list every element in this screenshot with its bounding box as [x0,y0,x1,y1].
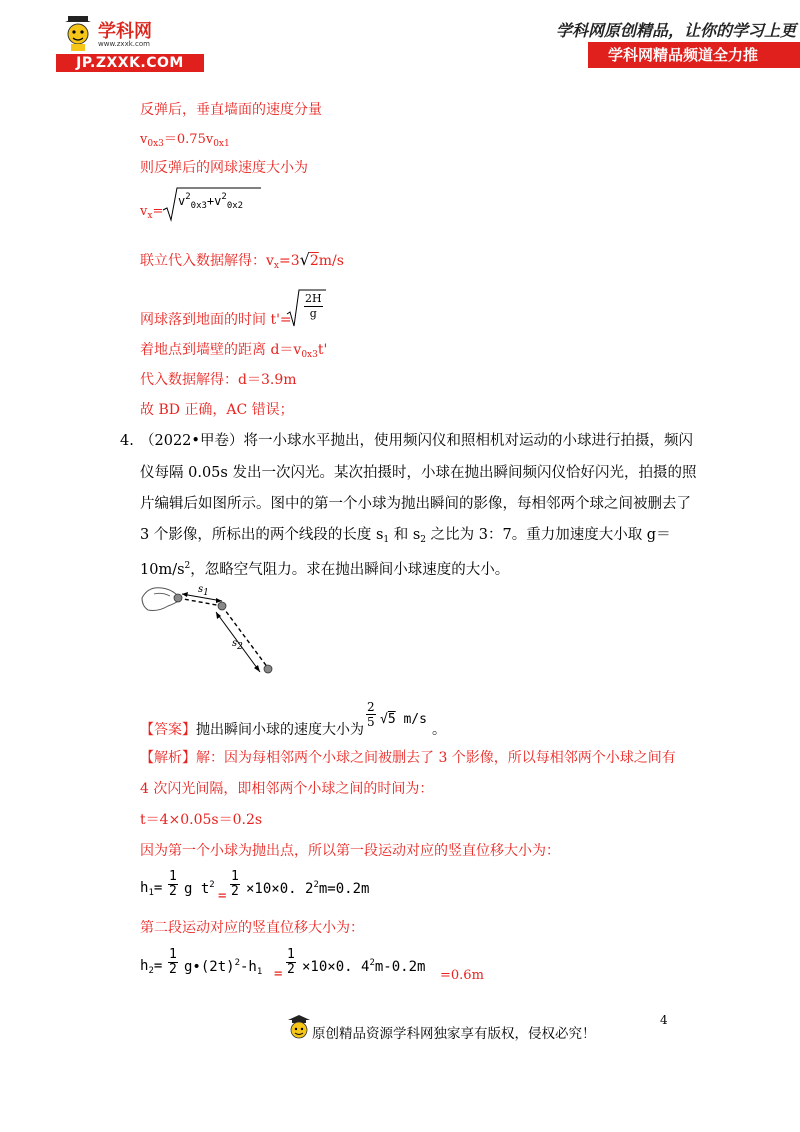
header-channel-banner: 学科网精品频道全力推 [588,42,800,68]
answer-line: 【答案】抛出瞬间小球的速度大小为 $\frac{2}{5}$ √5 m/s 。 [140,700,446,738]
analysis-line-2: 4 次闪光间隔，即相邻两个小球之间的时间为： [140,781,434,797]
solution-equation-vx: $v_x=$ $v^2_{0x3}+v^2_{0x2}$ [140,186,340,222]
solution-line-2: $v_{0x3}=0.75v_{0x1}$ [140,132,230,149]
equation-h1: $h_1=$ $\frac{1}{2}$ g $t^2$ = $\frac{1}{2}$ ×10×0. $2^2m=0.2m$ [140,869,370,904]
question-line-2: 仪每隔 0.05s 发出一次闪光。某次拍摄时，小球在抛出瞬间频闪仪恰好闪光，拍摄的照 [140,465,697,481]
figure-label-s1: $s_1$ [198,584,209,598]
solution-line-7: 着地点到墙壁的距离 $d=v_{0x3}t'$ [140,342,328,360]
figure-label-s2: $s_2$ [232,638,243,652]
header-slogan: 学科网原创精品，让你的学习上更 [556,21,797,40]
logo-url: www.zxxk.com [98,40,150,48]
analysis-line-4: 因为第一个小球为抛出点，所以第一段运动对应的竖直位移大小为： [140,843,560,859]
footer-mascot-icon [286,1014,312,1044]
logo-mascot-icon [62,14,94,52]
footer-copyright: 原创精品资源学科网独家享有版权，侵权必究！ [312,1026,596,1042]
solution-line-9: 故 BD 正确，AC 错误； [140,402,294,418]
projectile-figure [140,582,280,692]
solution-line-3: 则反弹后的网球速度大小为 [140,160,308,176]
question-line-1: （2022•甲卷）将一小球水平抛出，使用频闪仪和照相机对运动的小球进行拍摄，频闪 [140,433,693,449]
ball-3 [264,665,272,673]
solution-line-8: 代入数据解得：d＝3.9m [140,372,297,388]
analysis-line-1: 【解析】解：因为每相邻两个小球之间被删去了 3 个影像，所以每相邻两个小球之间有 [140,750,676,766]
logo-name: 学科网 [98,21,152,42]
analysis-line-5: 第二段运动对应的竖直位移大小为： [140,920,364,936]
equation-h2: $h_2=$ $\frac{1}{2}$ $g•(2t)^2-h_1$ = $\frac{1}{2}$ ×10×0. $4^2m-0.2m$ =0.6m [140,947,484,983]
ball-1 [174,594,182,602]
logo-band: JP.ZXXK.COM [56,54,204,72]
solution-line-1: 反弹后，垂直墙面的速度分量 [140,102,322,118]
page-number: 4 [660,1013,668,1027]
solution-line-5: 联立代入数据解得：$v_x=3√2m/s$ [140,250,344,271]
analysis-line-3: t＝4×0.05s＝0.2s [140,812,263,828]
ball-2 [218,602,226,610]
question-number: 4. [120,433,134,449]
question-line-4: 3 个影像，所标出的两个线段的长度 $s_1$ 和 $s_2$ 之比为 3：7。重力加速度大小取 g＝ [140,527,671,545]
solution-line-6: 网球落到地面的时间 t'= $\frac{2H}{g}$ [140,288,360,328]
question-line-3: 片编辑后如图所示。图中的第一个小球为抛出瞬间的影像，每相邻两个球之间被删去了 [140,496,691,512]
question-line-5: $10m/s^2$，忽略空气阻力。求在抛出瞬间小球速度的大小。 [140,561,510,578]
